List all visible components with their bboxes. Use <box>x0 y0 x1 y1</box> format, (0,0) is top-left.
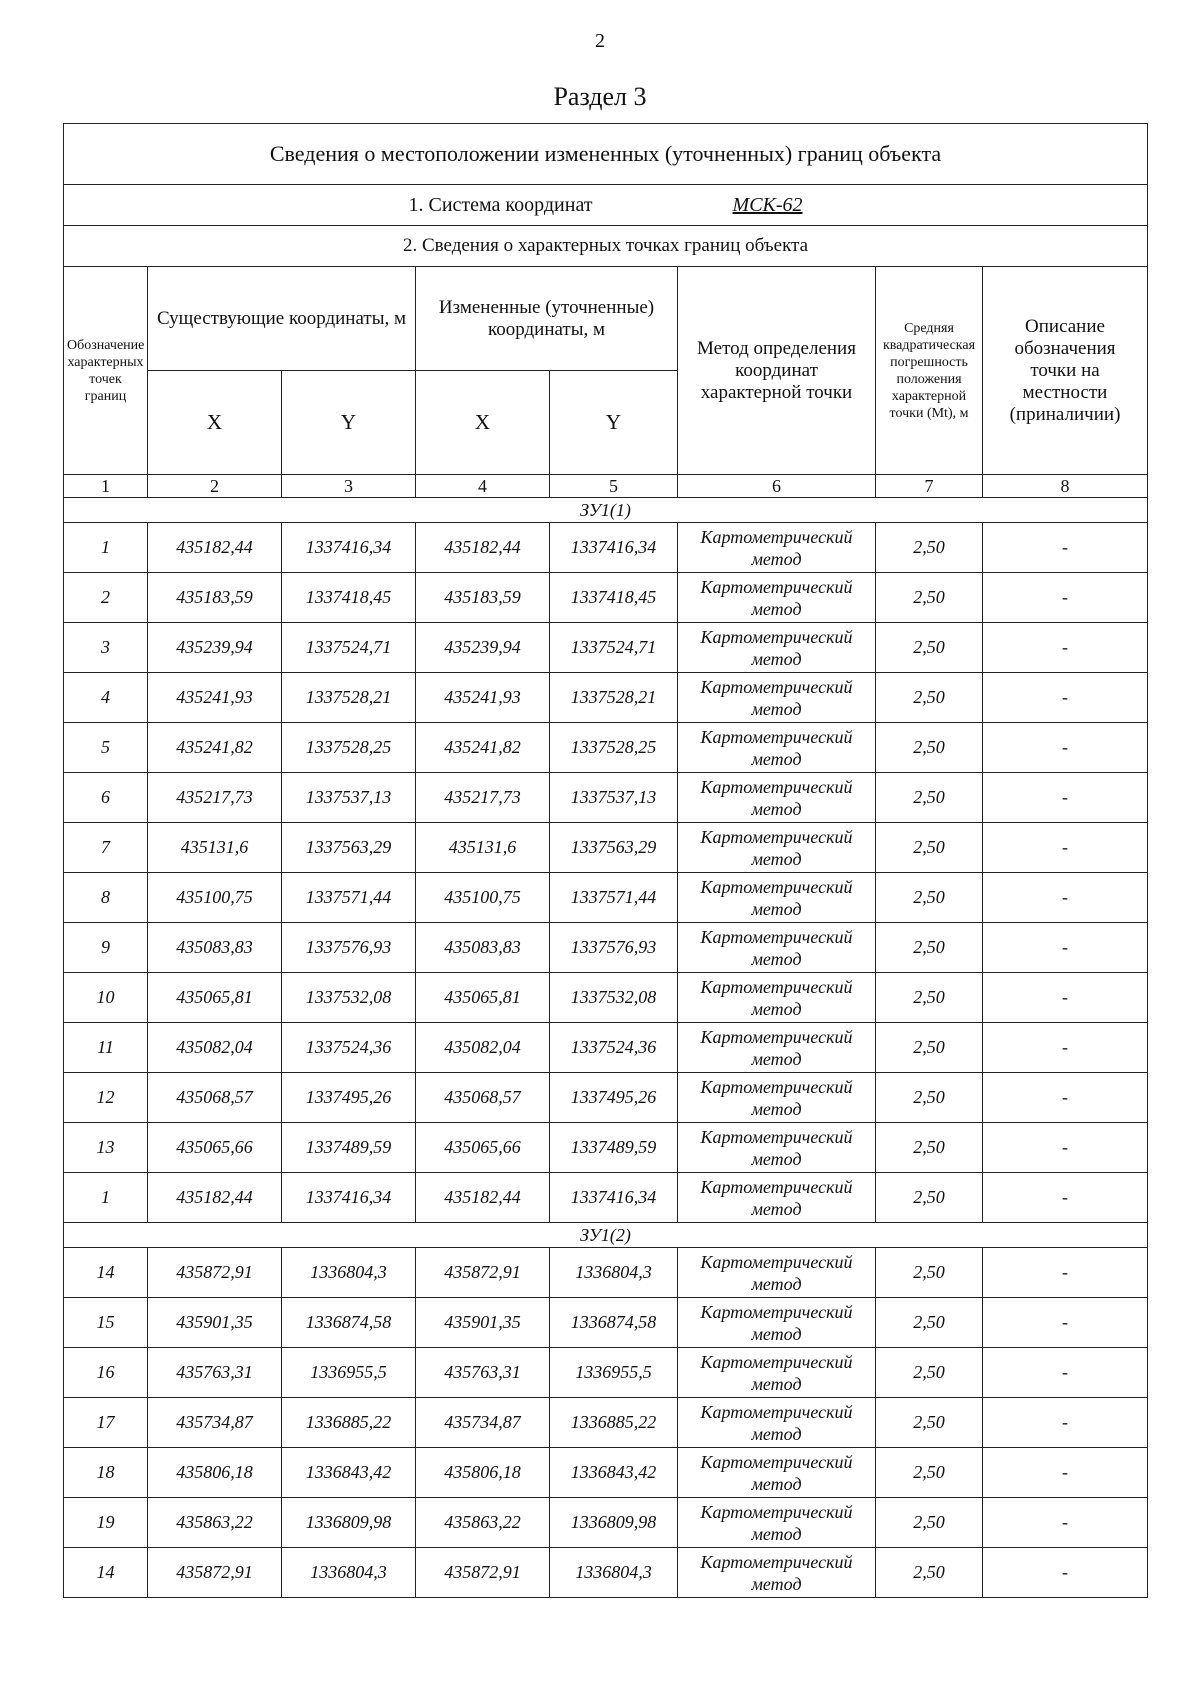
existing-y-cell: 1337524,71 <box>282 623 416 673</box>
point-number-cell: 6 <box>64 773 148 823</box>
point-number-cell: 3 <box>64 623 148 673</box>
existing-x-cell: 435241,93 <box>148 673 282 723</box>
existing-x-cell: 435183,59 <box>148 573 282 623</box>
header-point-designation-text: Обозначение характерных точек границ <box>67 337 145 404</box>
method-cell: Картометрический метод <box>678 1023 876 1073</box>
error-cell: 2,50 <box>876 1023 983 1073</box>
changed-y-cell: 1336885,22 <box>550 1398 678 1448</box>
changed-y-cell: 1337532,08 <box>550 973 678 1023</box>
error-cell: 2,50 <box>876 523 983 573</box>
table-row <box>64 873 1148 923</box>
point-number-cell: 18 <box>64 1448 148 1498</box>
point-number-cell: 15 <box>64 1298 148 1348</box>
table-row <box>64 723 1148 773</box>
existing-y-cell: 1336874,58 <box>282 1298 416 1348</box>
column-number: 5 <box>550 475 678 498</box>
changed-x-cell: 435806,18 <box>416 1448 550 1498</box>
description-cell: - <box>983 823 1148 873</box>
point-number-cell: 16 <box>64 1348 148 1398</box>
error-cell: 2,50 <box>876 773 983 823</box>
changed-x-cell: 435065,66 <box>416 1123 550 1173</box>
changed-y-cell: 1337418,45 <box>550 573 678 623</box>
table-row <box>64 623 1148 673</box>
point-number-cell: 8 <box>64 873 148 923</box>
changed-x-cell: 435065,81 <box>416 973 550 1023</box>
error-cell: 2,50 <box>876 973 983 1023</box>
error-cell: 2,50 <box>876 1173 983 1223</box>
changed-y-cell: 1336955,5 <box>550 1348 678 1398</box>
point-number-cell: 10 <box>64 973 148 1023</box>
description-cell: - <box>983 1548 1148 1598</box>
error-cell: 2,50 <box>876 1348 983 1398</box>
method-cell: Картометрический метод <box>678 1398 876 1448</box>
description-cell: - <box>983 1248 1148 1298</box>
existing-x-cell: 435065,66 <box>148 1123 282 1173</box>
header-changed-x: X <box>416 371 550 475</box>
method-cell: Картометрический метод <box>678 623 876 673</box>
point-number-cell: 14 <box>64 1548 148 1598</box>
existing-x-cell: 435082,04 <box>148 1023 282 1073</box>
point-number-cell: 13 <box>64 1123 148 1173</box>
changed-x-cell: 435068,57 <box>416 1073 550 1123</box>
method-cell: Картометрический метод <box>678 823 876 873</box>
column-number: 3 <box>282 475 416 498</box>
existing-y-cell: 1337563,29 <box>282 823 416 873</box>
table-row <box>64 1498 1148 1548</box>
description-cell: - <box>983 523 1148 573</box>
changed-x-cell: 435082,04 <box>416 1023 550 1073</box>
existing-x-cell: 435901,35 <box>148 1298 282 1348</box>
description-cell: - <box>983 623 1148 673</box>
table-row <box>64 923 1148 973</box>
changed-y-cell: 1336843,42 <box>550 1448 678 1498</box>
changed-x-cell: 435083,83 <box>416 923 550 973</box>
method-cell: Картометрический метод <box>678 1073 876 1123</box>
point-number-cell: 9 <box>64 923 148 973</box>
changed-x-cell: 435131,6 <box>416 823 550 873</box>
description-cell: - <box>983 573 1148 623</box>
existing-y-cell: 1337537,13 <box>282 773 416 823</box>
table-row <box>64 1073 1148 1123</box>
header-description <box>983 267 1148 475</box>
changed-y-cell: 1337416,34 <box>550 523 678 573</box>
existing-y-cell: 1337416,34 <box>282 523 416 573</box>
existing-x-cell: 435068,57 <box>148 1073 282 1123</box>
changed-y-cell: 1337528,21 <box>550 673 678 723</box>
description-cell: - <box>983 973 1148 1023</box>
method-cell: Картометрический метод <box>678 1498 876 1548</box>
existing-y-cell: 1336843,42 <box>282 1448 416 1498</box>
existing-y-cell: 1337571,44 <box>282 873 416 923</box>
existing-x-cell: 435239,94 <box>148 623 282 673</box>
header-error-text: Средняя квадратическая погрешность положения характерной точки (Mt), м <box>882 320 976 421</box>
header-point-designation <box>64 267 148 475</box>
point-number-cell: 4 <box>64 673 148 723</box>
table-row <box>64 823 1148 873</box>
table-row <box>64 973 1148 1023</box>
existing-y-cell: 1337489,59 <box>282 1123 416 1173</box>
header-existing-y: Y <box>282 371 416 475</box>
description-cell: - <box>983 1448 1148 1498</box>
header-existing-coords: Существующие координаты, м <box>148 267 416 371</box>
existing-x-cell: 435763,31 <box>148 1348 282 1398</box>
table-row <box>64 523 1148 573</box>
method-cell: Картометрический метод <box>678 923 876 973</box>
table-row <box>64 1348 1148 1398</box>
table-row <box>64 773 1148 823</box>
existing-x-cell: 435100,75 <box>148 873 282 923</box>
existing-y-cell: 1336885,22 <box>282 1398 416 1448</box>
coord-system-row <box>64 185 1148 226</box>
table-row <box>64 1398 1148 1448</box>
description-cell: - <box>983 1298 1148 1348</box>
description-cell: - <box>983 773 1148 823</box>
method-cell: Картометрический метод <box>678 1348 876 1398</box>
header-error <box>876 267 983 475</box>
existing-y-cell: 1336955,5 <box>282 1348 416 1398</box>
changed-y-cell: 1336804,3 <box>550 1548 678 1598</box>
header-method-text: Метод определения координат характерной точки <box>697 337 856 403</box>
changed-y-cell: 1336809,98 <box>550 1498 678 1548</box>
existing-y-cell: 1337416,34 <box>282 1173 416 1223</box>
description-cell: - <box>983 673 1148 723</box>
method-cell: Картометрический метод <box>678 573 876 623</box>
changed-x-cell: 435217,73 <box>416 773 550 823</box>
boundary-points-table <box>63 123 1148 1598</box>
existing-x-cell: 435872,91 <box>148 1548 282 1598</box>
point-number-cell: 5 <box>64 723 148 773</box>
changed-x-cell: 435872,91 <box>416 1248 550 1298</box>
error-cell: 2,50 <box>876 573 983 623</box>
existing-x-cell: 435863,22 <box>148 1498 282 1548</box>
changed-y-cell: 1337576,93 <box>550 923 678 973</box>
table-row <box>64 1023 1148 1073</box>
group-header-row <box>64 1223 1148 1248</box>
section-title: Раздел 3 <box>553 82 647 111</box>
point-number-cell: 19 <box>64 1498 148 1548</box>
coord-system-label: 1. Система координат <box>408 193 593 216</box>
description-cell: - <box>983 1023 1148 1073</box>
existing-y-cell: 1337524,36 <box>282 1023 416 1073</box>
changed-x-cell: 435183,59 <box>416 573 550 623</box>
error-cell: 2,50 <box>876 1298 983 1348</box>
existing-y-cell: 1337418,45 <box>282 573 416 623</box>
changed-y-cell: 1337571,44 <box>550 873 678 923</box>
method-cell: Картометрический метод <box>678 523 876 573</box>
changed-y-cell: 1337563,29 <box>550 823 678 873</box>
method-cell: Картометрический метод <box>678 873 876 923</box>
method-cell: Картометрический метод <box>678 673 876 723</box>
changed-x-cell: 435863,22 <box>416 1498 550 1548</box>
table-row <box>64 1298 1148 1348</box>
changed-y-cell: 1336804,3 <box>550 1248 678 1298</box>
column-number: 8 <box>983 475 1148 498</box>
existing-y-cell: 1337532,08 <box>282 973 416 1023</box>
existing-x-cell: 435806,18 <box>148 1448 282 1498</box>
description-cell: - <box>983 1173 1148 1223</box>
error-cell: 2,50 <box>876 1448 983 1498</box>
error-cell: 2,50 <box>876 623 983 673</box>
changed-x-cell: 435182,44 <box>416 523 550 573</box>
changed-y-cell: 1337524,71 <box>550 623 678 673</box>
table-row <box>64 1123 1148 1173</box>
table-row <box>64 1248 1148 1298</box>
header-description-text: Описание обозначения точки на местности (приналичии) <box>1009 315 1121 425</box>
changed-x-cell: 435239,94 <box>416 623 550 673</box>
existing-x-cell: 435872,91 <box>148 1248 282 1298</box>
changed-y-cell: 1337537,13 <box>550 773 678 823</box>
description-cell: - <box>983 1348 1148 1398</box>
changed-y-cell: 1336874,58 <box>550 1298 678 1348</box>
description-cell: - <box>983 1398 1148 1448</box>
column-number: 4 <box>416 475 550 498</box>
error-cell: 2,50 <box>876 723 983 773</box>
description-cell: - <box>983 923 1148 973</box>
group-name: ЗУ1(2) <box>64 1223 1148 1248</box>
column-number: 1 <box>64 475 148 498</box>
point-number-cell: 12 <box>64 1073 148 1123</box>
changed-x-cell: 435241,93 <box>416 673 550 723</box>
header-existing-x: X <box>148 371 282 475</box>
existing-y-cell: 1337528,25 <box>282 723 416 773</box>
error-cell: 2,50 <box>876 1248 983 1298</box>
existing-x-cell: 435065,81 <box>148 973 282 1023</box>
point-number-cell: 7 <box>64 823 148 873</box>
existing-y-cell: 1336809,98 <box>282 1498 416 1548</box>
changed-x-cell: 435100,75 <box>416 873 550 923</box>
point-number-cell: 11 <box>64 1023 148 1073</box>
column-number: 2 <box>148 475 282 498</box>
table-row <box>64 573 1148 623</box>
existing-x-cell: 435131,6 <box>148 823 282 873</box>
error-cell: 2,50 <box>876 1123 983 1173</box>
description-cell: - <box>983 723 1148 773</box>
error-cell: 2,50 <box>876 673 983 723</box>
error-cell: 2,50 <box>876 1548 983 1598</box>
group-name: ЗУ1(1) <box>64 498 1148 523</box>
changed-x-cell: 435182,44 <box>416 1173 550 1223</box>
point-number-cell: 17 <box>64 1398 148 1448</box>
table-row <box>64 1173 1148 1223</box>
header-changed-y: Y <box>550 371 678 475</box>
existing-y-cell: 1336804,3 <box>282 1548 416 1598</box>
description-cell: - <box>983 1123 1148 1173</box>
existing-x-cell: 435734,87 <box>148 1398 282 1448</box>
method-cell: Картометрический метод <box>678 773 876 823</box>
method-cell: Картометрический метод <box>678 1448 876 1498</box>
header-method <box>678 267 876 475</box>
method-cell: Картометрический метод <box>678 1548 876 1598</box>
changed-y-cell: 1337524,36 <box>550 1023 678 1073</box>
existing-y-cell: 1337528,21 <box>282 673 416 723</box>
point-number-cell: 1 <box>64 1173 148 1223</box>
description-cell: - <box>983 1498 1148 1548</box>
changed-x-cell: 435763,31 <box>416 1348 550 1398</box>
page-number: 2 <box>595 30 605 52</box>
changed-x-cell: 435241,82 <box>416 723 550 773</box>
points-label: 2. Сведения о характерных точках границ объекта <box>64 226 1148 267</box>
method-cell: Картометрический метод <box>678 1298 876 1348</box>
method-cell: Картометрический метод <box>678 1123 876 1173</box>
column-numbers-row <box>64 475 1148 498</box>
existing-x-cell: 435182,44 <box>148 1173 282 1223</box>
description-cell: - <box>983 873 1148 923</box>
existing-y-cell: 1337576,93 <box>282 923 416 973</box>
changed-y-cell: 1337528,25 <box>550 723 678 773</box>
method-cell: Картометрический метод <box>678 1173 876 1223</box>
method-cell: Картометрический метод <box>678 1248 876 1298</box>
changed-x-cell: 435872,91 <box>416 1548 550 1598</box>
error-cell: 2,50 <box>876 1398 983 1448</box>
column-number: 6 <box>678 475 876 498</box>
method-cell: Картометрический метод <box>678 973 876 1023</box>
column-number: 7 <box>876 475 983 498</box>
table-title: Сведения о местоположении измененных (уточненных) границ объекта <box>64 124 1148 185</box>
table-row <box>64 1448 1148 1498</box>
table-row <box>64 673 1148 723</box>
error-cell: 2,50 <box>876 823 983 873</box>
existing-y-cell: 1336804,3 <box>282 1248 416 1298</box>
changed-x-cell: 435734,87 <box>416 1398 550 1448</box>
existing-x-cell: 435182,44 <box>148 523 282 573</box>
changed-y-cell: 1337416,34 <box>550 1173 678 1223</box>
error-cell: 2,50 <box>876 923 983 973</box>
error-cell: 2,50 <box>876 873 983 923</box>
description-cell: - <box>983 1073 1148 1123</box>
point-number-cell: 14 <box>64 1248 148 1298</box>
header-changed-coords: Измененные (уточненные) координаты, м <box>416 267 678 371</box>
existing-x-cell: 435083,83 <box>148 923 282 973</box>
existing-y-cell: 1337495,26 <box>282 1073 416 1123</box>
changed-x-cell: 435901,35 <box>416 1298 550 1348</box>
error-cell: 2,50 <box>876 1073 983 1123</box>
point-number-cell: 2 <box>64 573 148 623</box>
method-cell: Картометрический метод <box>678 723 876 773</box>
changed-y-cell: 1337495,26 <box>550 1073 678 1123</box>
coord-system-value: МСК-62 <box>732 193 803 216</box>
existing-x-cell: 435217,73 <box>148 773 282 823</box>
changed-y-cell: 1337489,59 <box>550 1123 678 1173</box>
table-row <box>64 1548 1148 1598</box>
group-header-row <box>64 498 1148 523</box>
existing-x-cell: 435241,82 <box>148 723 282 773</box>
error-cell: 2,50 <box>876 1498 983 1548</box>
point-number-cell: 1 <box>64 523 148 573</box>
